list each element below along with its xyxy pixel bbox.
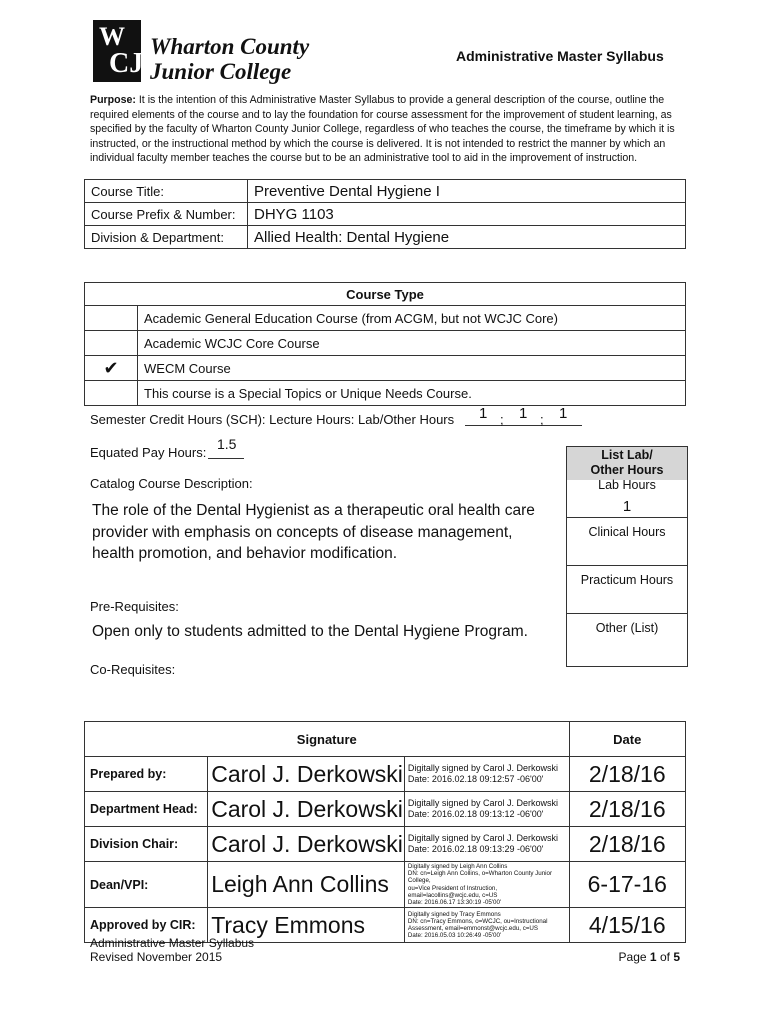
division-row [85,226,686,249]
lab-hours-box-heading [567,447,687,480]
lab-hours-divider-3 [567,613,687,614]
page-total: 5 [673,950,680,964]
checkbox-acgm[interactable] [85,306,138,331]
equated-label: Equated Pay Hours: [90,445,207,460]
stamp-line: ou=Vice President of Instruction, email=lacollins@wcjc.edu, c=US [407,884,498,899]
course-prefix-label: Course Prefix & Number: [85,203,248,226]
footer-left [90,936,254,964]
sch-label: Semester Credit Hours (SCH): Lecture Hours: Lab/Other Hours [90,412,455,427]
stamp-line: Digitally signed by Tracy Emmons [407,910,501,918]
role-division: Division Chair: [85,827,208,862]
stamp-line: Digitally signed by Carol J. Derkowski [407,833,558,843]
course-type-label-core: Academic WCJC Core Course [138,331,686,356]
sch-value: 1 [479,405,488,422]
signature-row-prepared [85,757,686,792]
course-type-label-special: This course is a Special Topics or Unique Needs Course. [138,381,686,406]
signature-date-dean: 6-17-16 [569,862,685,908]
signature-row-dean [85,862,686,908]
stamp-line: Date: 2016.06.17 13:30:19 -05'00' [407,899,502,907]
course-type-label-wecm: WECM Course [138,356,686,381]
college-name-line1: Wharton County [150,34,310,59]
course-type-row-core [85,331,686,356]
coreq-label: Co-Requisites: [90,662,176,677]
footer-revised: Revised November 2015 [90,950,223,964]
lab-hours-divider-1 [567,517,687,518]
purpose-label: Purpose: [90,94,136,106]
lab-hours-box [566,446,688,667]
sch-sep-1: ; [500,412,504,427]
date-column-header: Date [569,722,685,757]
signature-row-department [85,792,686,827]
footer-doc-name: Administrative Master Syllabus [90,936,255,950]
course-title-row [85,180,686,203]
stamp-line: Date: 2016.05.03 10:26:49 -05'00' [407,932,502,940]
role-department: Department Head: [85,792,208,827]
digital-stamp-cir [404,908,569,943]
catalog-description: The role of the Dental Hygienist as a therapeutic oral health care provider with emphasis on concepts of disease management, health promotion, and behavior modification. [92,502,535,562]
signature-column-header: Signature [85,722,570,757]
logo-letter-top: W [99,22,125,51]
logo-letters-bottom: CJC [109,48,164,79]
lab-hours-label: Lab Hours [598,478,656,492]
stamp-line: Digitally signed by Leigh Ann Collins [407,863,508,870]
prereq-text: Open only to students admitted to the Dental Hygiene Program. [92,623,528,640]
course-type-label-acgm: Academic General Education Course (from ACGM, but not WCJC Core) [138,306,686,331]
college-name [150,34,309,84]
digital-stamp-division [404,827,569,862]
course-type-row-acgm [85,306,686,331]
digital-stamp-department [404,792,569,827]
stamp-line: Date: 2016.02.18 09:13:29 -06'00' [407,844,544,854]
signature-table [84,721,686,943]
lab-hours-heading-line2: Other Hours [590,463,664,477]
stamp-line: Assessment, email=emmonst@wcjc.edu, c=US [407,925,538,933]
role-prepared: Prepared by: [85,757,208,792]
catalog-label: Catalog Course Description: [90,476,253,491]
course-prefix-value: DHYG 1103 [248,203,686,226]
page-prefix: Page [618,950,647,964]
course-type-table [84,282,686,406]
signature-name-division: Carol J. Derkowski [208,827,405,862]
course-title-value: Preventive Dental Hygiene I [248,180,686,203]
lab-hours-heading-line1: List Lab/ [601,448,653,462]
division-value: Allied Health: Dental Hygiene [248,226,686,249]
purpose-text: It is the intention of this Administrative Master Syllabus to provide a general description of the course, outline the required elements of the course and to lay the foundation for course assessment for the improvement of student learning, as specified by the faculty of Wharton County Junior College, regardless of who teaches the course, the timeframe by which it is instructed, or the instructional method by which the course is delivered. It is not intended to restrict the manner by which an individual faculty member teaches the course but to be an administrative tool to aid in the improvement of instruction. [90,94,675,165]
course-type-row-special [85,381,686,406]
lab-hours-divider-2 [567,565,687,566]
role-cir: Approved by CIR: [85,908,208,943]
college-logo [93,20,164,82]
course-type-row-wecm [85,356,686,381]
equated-value: 1.5 [217,436,237,452]
digital-stamp-prepared [404,757,569,792]
practicum-hours-label: Practicum Hours [580,573,674,587]
stamp-line: Digitally signed by Carol J. Derkowski [407,763,558,773]
signature-date-prepared: 2/18/16 [569,757,685,792]
course-title-label: Course Title: [85,180,248,203]
signature-name-cir: Tracy Emmons [208,908,405,943]
stamp-line: Date: 2016.02.18 09:12:57 -06'00' [407,774,544,784]
course-type-heading: Course Type [85,283,686,306]
role-dean: Dean/VPI: [85,862,208,908]
signature-name-dean: Leigh Ann Collins [208,862,405,908]
digital-stamp-dean [404,862,569,908]
college-name-line2: Junior College [150,59,292,84]
purpose-paragraph [90,93,685,166]
equated-underline [208,458,244,459]
stamp-line: Date: 2016.02.18 09:13:12 -06'00' [407,809,544,819]
division-label: Division & Department: [85,226,248,249]
document-title: Administrative Master Syllabus [456,48,664,64]
signature-date-cir: 4/15/16 [569,908,685,943]
page-number: 1 [649,950,657,964]
prereq-label: Pre-Requisites: [90,599,179,614]
stamp-line: DN: cn=Tracy Emmons, o=WCJC, ou=Instructional [407,918,548,926]
checkbox-wecm[interactable]: ✔ [85,356,138,381]
stamp-line: DN: cn=Leigh Ann Collins, o=Wharton County Junior College, [407,870,553,885]
clinical-hours-label: Clinical Hours [588,525,666,539]
page-indicator [619,950,680,964]
lab-hours-value: 1 [622,498,632,515]
course-prefix-row [85,203,686,226]
signature-date-department: 2/18/16 [569,792,685,827]
signature-row-division [85,827,686,862]
checkbox-core[interactable] [85,331,138,356]
course-info-table [84,179,686,249]
signature-name-prepared: Carol J. Derkowski [208,757,405,792]
lecture-value: 1 [519,405,528,422]
signature-name-department: Carol J. Derkowski [208,792,405,827]
stamp-line: Digitally signed by Carol J. Derkowski [407,798,558,808]
checkbox-special[interactable] [85,381,138,406]
signature-date-division: 2/18/16 [569,827,685,862]
lab-value: 1 [559,405,568,422]
page-of: of [659,950,670,964]
sch-sep-2: ; [540,412,544,427]
other-hours-label: Other (List) [595,621,659,635]
sch-underline [465,425,582,426]
